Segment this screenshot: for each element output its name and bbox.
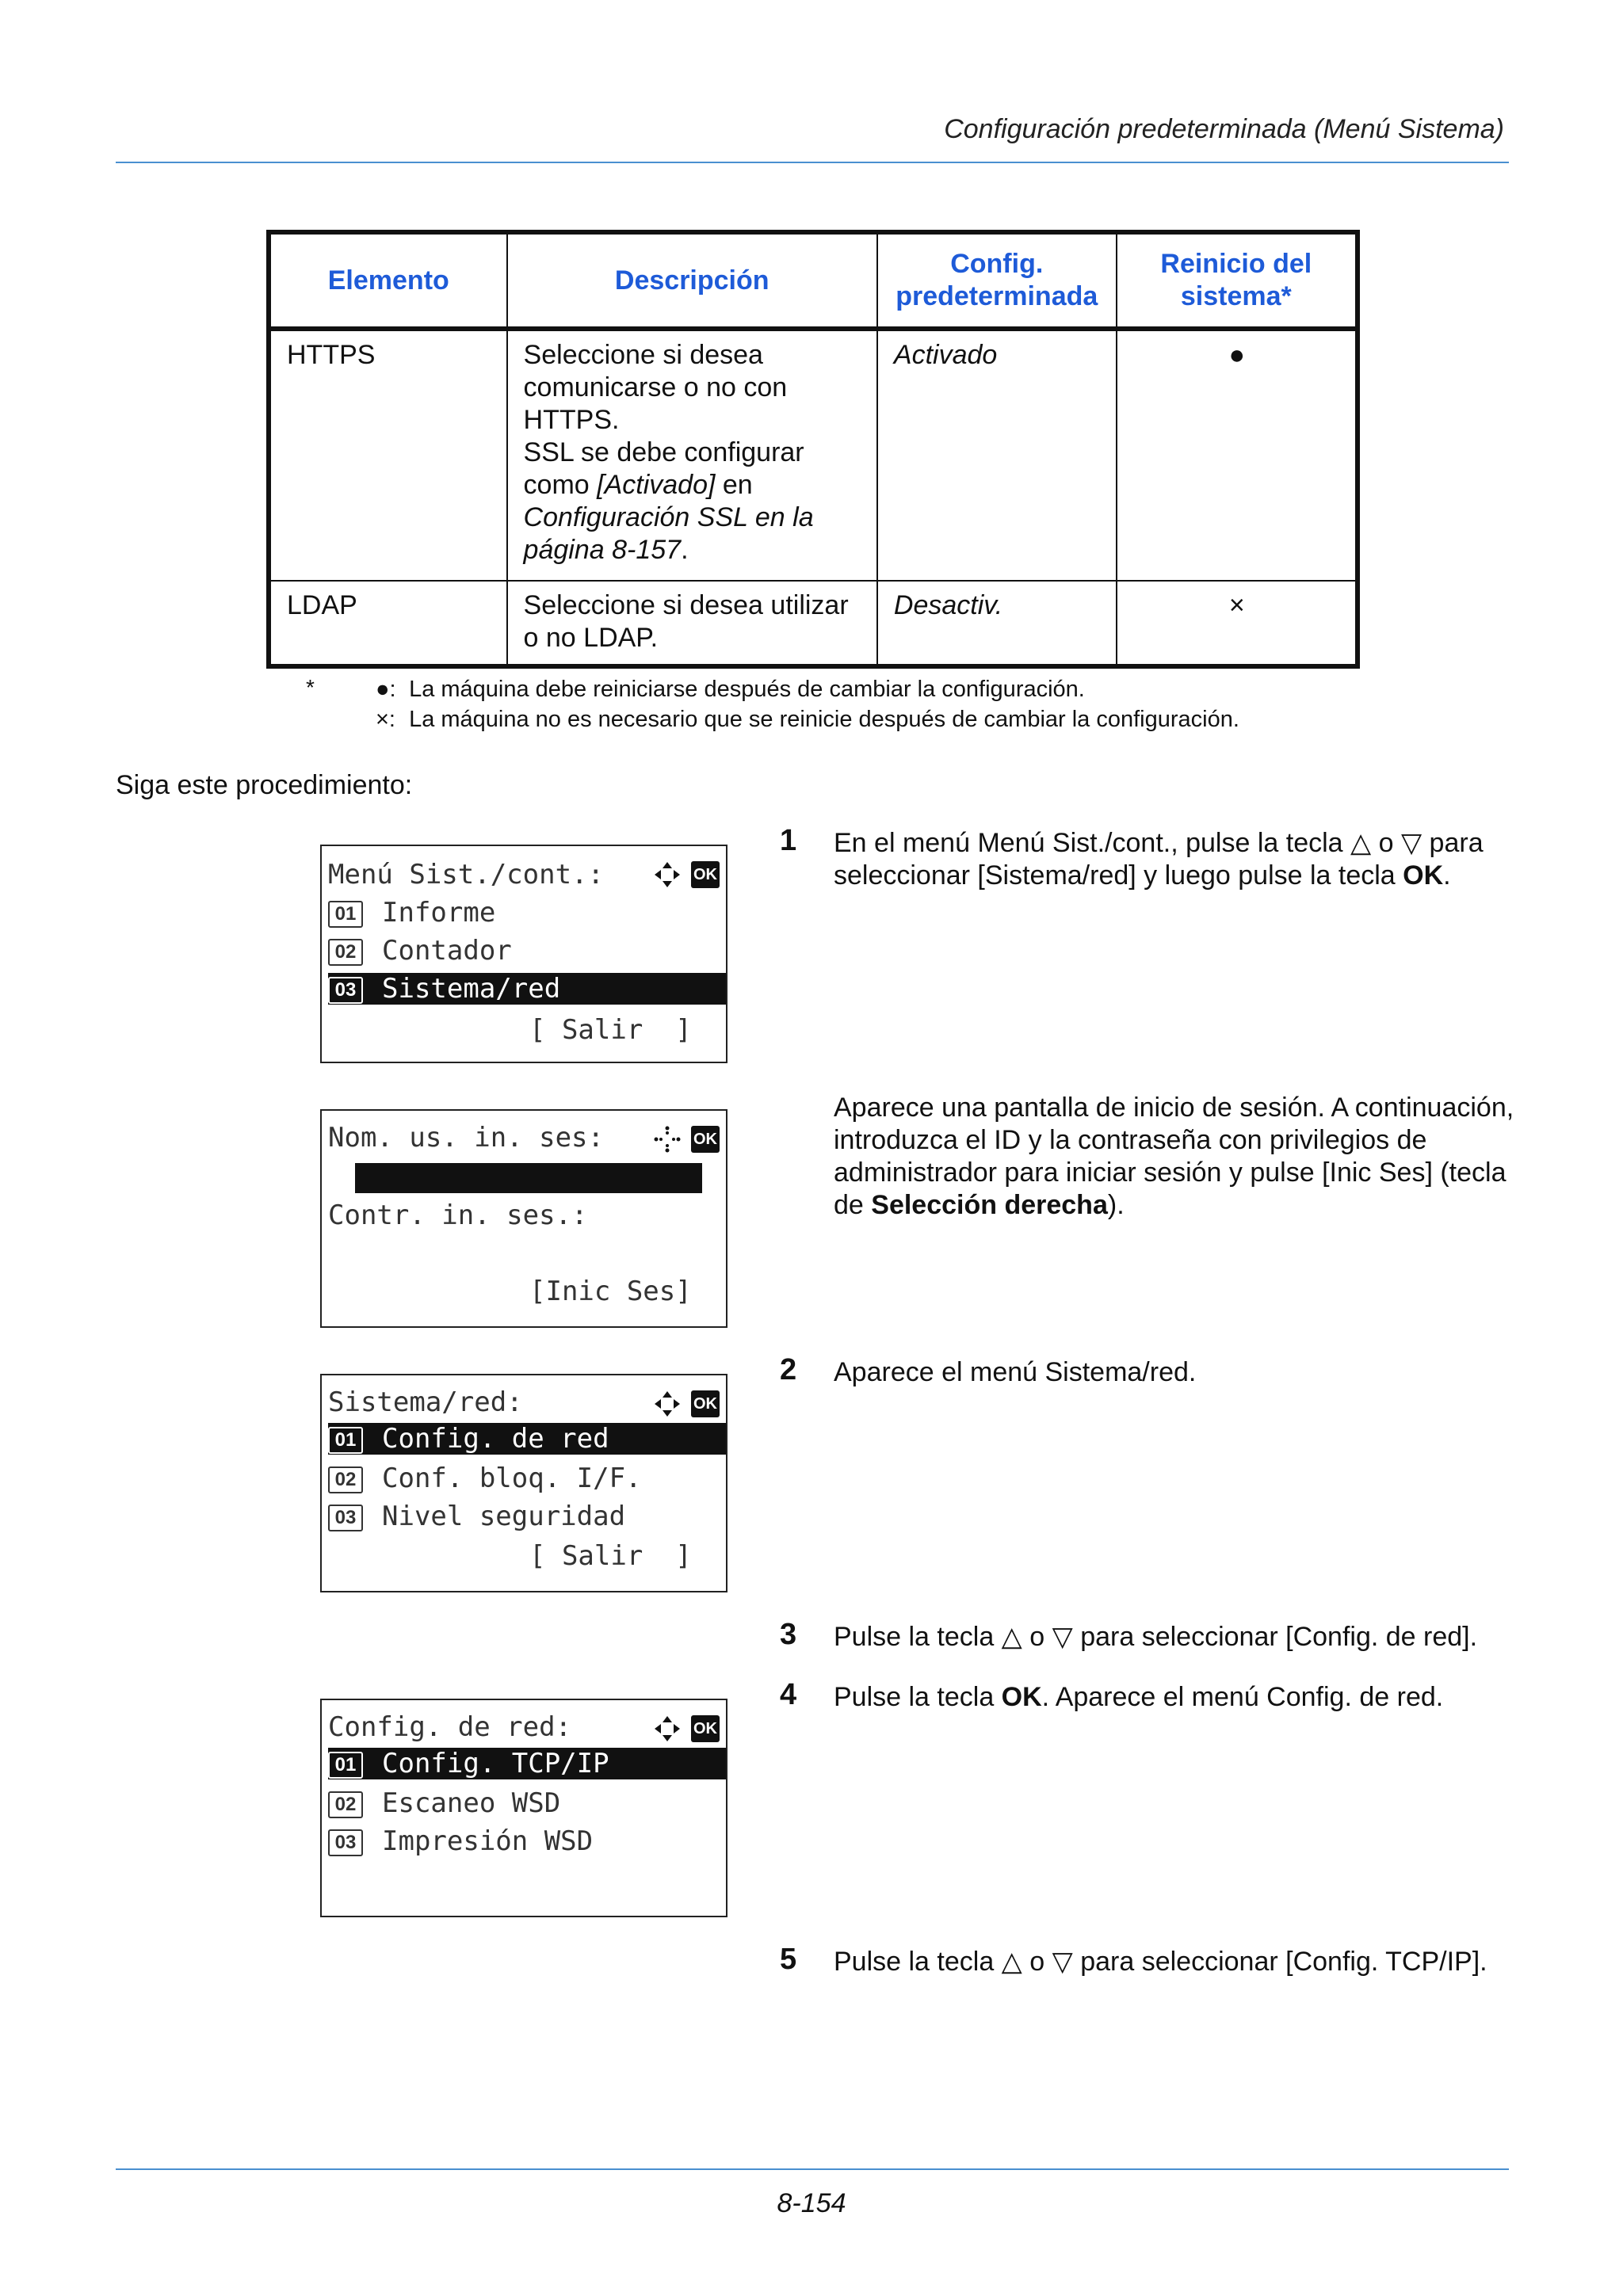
desc-text: en bbox=[715, 470, 753, 500]
menu-item: 01 Informe bbox=[328, 897, 726, 929]
menu-item: 02 Conf. bloq. I/F. bbox=[328, 1463, 726, 1494]
cell-default: Desactiv. bbox=[877, 581, 1117, 666]
page-header-title: Configuración predeterminada (Menú Sistema) bbox=[944, 114, 1504, 144]
step-text: Pulse la tecla OK. Aparece el menú Config. de red. bbox=[834, 1682, 1444, 1712]
ok-key-icon: OK bbox=[691, 861, 720, 888]
table-row bbox=[269, 329, 1358, 581]
screen-title: Menú Sist./cont.: bbox=[328, 859, 604, 891]
cell-item: LDAP bbox=[269, 581, 507, 666]
step-text: En el menú Menú Sist./cont., pulse la tecla △ o ▽ para seleccionar [Sistema/red] y luego pulse la tecla OK. bbox=[834, 828, 1484, 891]
arrow-keys-icon bbox=[653, 1390, 682, 1418]
arrow-keys-icon bbox=[653, 1714, 682, 1743]
desc-text: Seleccione si desea comunicarse o no con HTTPS. bbox=[523, 340, 788, 435]
procedure-intro: Siga este procedimiento: bbox=[116, 770, 413, 800]
step-number: 3 bbox=[780, 1618, 797, 1651]
cell-default: Activado bbox=[877, 329, 1117, 581]
screen-title: Sistema/red: bbox=[328, 1386, 523, 1418]
col-header-item: Elemento bbox=[269, 232, 507, 329]
login-username-field bbox=[355, 1163, 702, 1193]
ok-key-icon: OK bbox=[691, 1126, 720, 1153]
screen-title: Nom. us. in. ses: bbox=[328, 1122, 604, 1154]
menu-item: 02 Escaneo WSD bbox=[328, 1787, 726, 1819]
step-number: 1 bbox=[780, 824, 797, 857]
cell-description: Seleccione si desea utilizar o no LDAP. bbox=[507, 581, 877, 666]
menu-item-selected: 03 Sistema/red bbox=[328, 973, 726, 1005]
desc-text: SSL se debe configurar como bbox=[523, 437, 804, 500]
page-number: 8-154 bbox=[777, 2188, 846, 2218]
lcd-screen-sistema-red bbox=[320, 1374, 727, 1592]
cell-description bbox=[507, 329, 877, 581]
footnote-line bbox=[376, 677, 1085, 703]
col-header-description: Descripción bbox=[507, 232, 877, 329]
footnote-star: * bbox=[306, 675, 315, 700]
arrow-keys-icon bbox=[653, 860, 682, 889]
lcd-screen-menu-sist bbox=[320, 845, 727, 1063]
table-header-row bbox=[269, 232, 1358, 329]
menu-item-selected: 01 Config. de red bbox=[328, 1423, 726, 1455]
table-row bbox=[269, 581, 1358, 666]
menu-item: 02 Contador bbox=[328, 935, 726, 967]
menu-item: 03 Nivel seguridad bbox=[328, 1501, 726, 1532]
cell-restart: × bbox=[1117, 581, 1358, 666]
footer-rule bbox=[116, 2168, 1509, 2170]
header-rule bbox=[116, 162, 1509, 163]
step-text: Aparece el menú Sistema/red. bbox=[834, 1357, 1197, 1387]
softkey-label: [Inic Ses] bbox=[529, 1276, 692, 1307]
page-reference: Configuración SSL en la página 8-157 bbox=[523, 502, 814, 565]
step-text: Pulse la tecla △ o ▽ para seleccionar [Config. de red]. bbox=[834, 1622, 1478, 1652]
lcd-screen-config-red bbox=[320, 1699, 727, 1917]
desc-value: [Activado] bbox=[597, 470, 716, 500]
softkey-label: [ Salir ] bbox=[529, 1540, 692, 1572]
cell-item: HTTPS bbox=[269, 329, 507, 581]
step-number: 4 bbox=[780, 1678, 797, 1711]
softkey-label: [ Salir ] bbox=[529, 1014, 692, 1046]
desc-text: . bbox=[681, 535, 689, 565]
step-text-login: Aparece una pantalla de inicio de sesión. A continuación, introduzca el ID y la contraseña con privilegios de administrador para iniciar sesión y pulse [Inic Ses] (tecla de Selección derecha). bbox=[834, 1093, 1514, 1220]
lcd-screen-login bbox=[320, 1109, 727, 1328]
ok-key-icon: OK bbox=[691, 1390, 720, 1417]
no-restart-symbol: ×: bbox=[376, 707, 395, 732]
arrow-keys-dotted-icon bbox=[653, 1125, 682, 1154]
screen-title: Config. de red: bbox=[328, 1711, 572, 1743]
password-label: Contr. in. ses.: bbox=[328, 1199, 588, 1231]
step-number: 2 bbox=[780, 1353, 797, 1386]
cell-restart: ● bbox=[1117, 329, 1358, 581]
footnote-line bbox=[376, 707, 1239, 733]
restart-required-symbol: ●: bbox=[376, 677, 396, 702]
step-text: Pulse la tecla △ o ▽ para seleccionar [Config. TCP/IP]. bbox=[834, 1947, 1487, 1977]
footnote-text: La máquina debe reiniciarse después de cambiar la configuración. bbox=[409, 677, 1085, 702]
ok-key-icon: OK bbox=[691, 1715, 720, 1742]
step-number: 5 bbox=[780, 1943, 797, 1976]
settings-table bbox=[266, 230, 1360, 669]
col-header-default: Config. predeterminada bbox=[877, 232, 1117, 329]
menu-item-selected: 01 Config. TCP/IP bbox=[328, 1748, 726, 1779]
footnote-text: La máquina no es necesario que se reinicie después de cambiar la configuración. bbox=[409, 707, 1239, 732]
col-header-restart: Reinicio del sistema* bbox=[1117, 232, 1358, 329]
menu-item: 03 Impresión WSD bbox=[328, 1825, 726, 1857]
